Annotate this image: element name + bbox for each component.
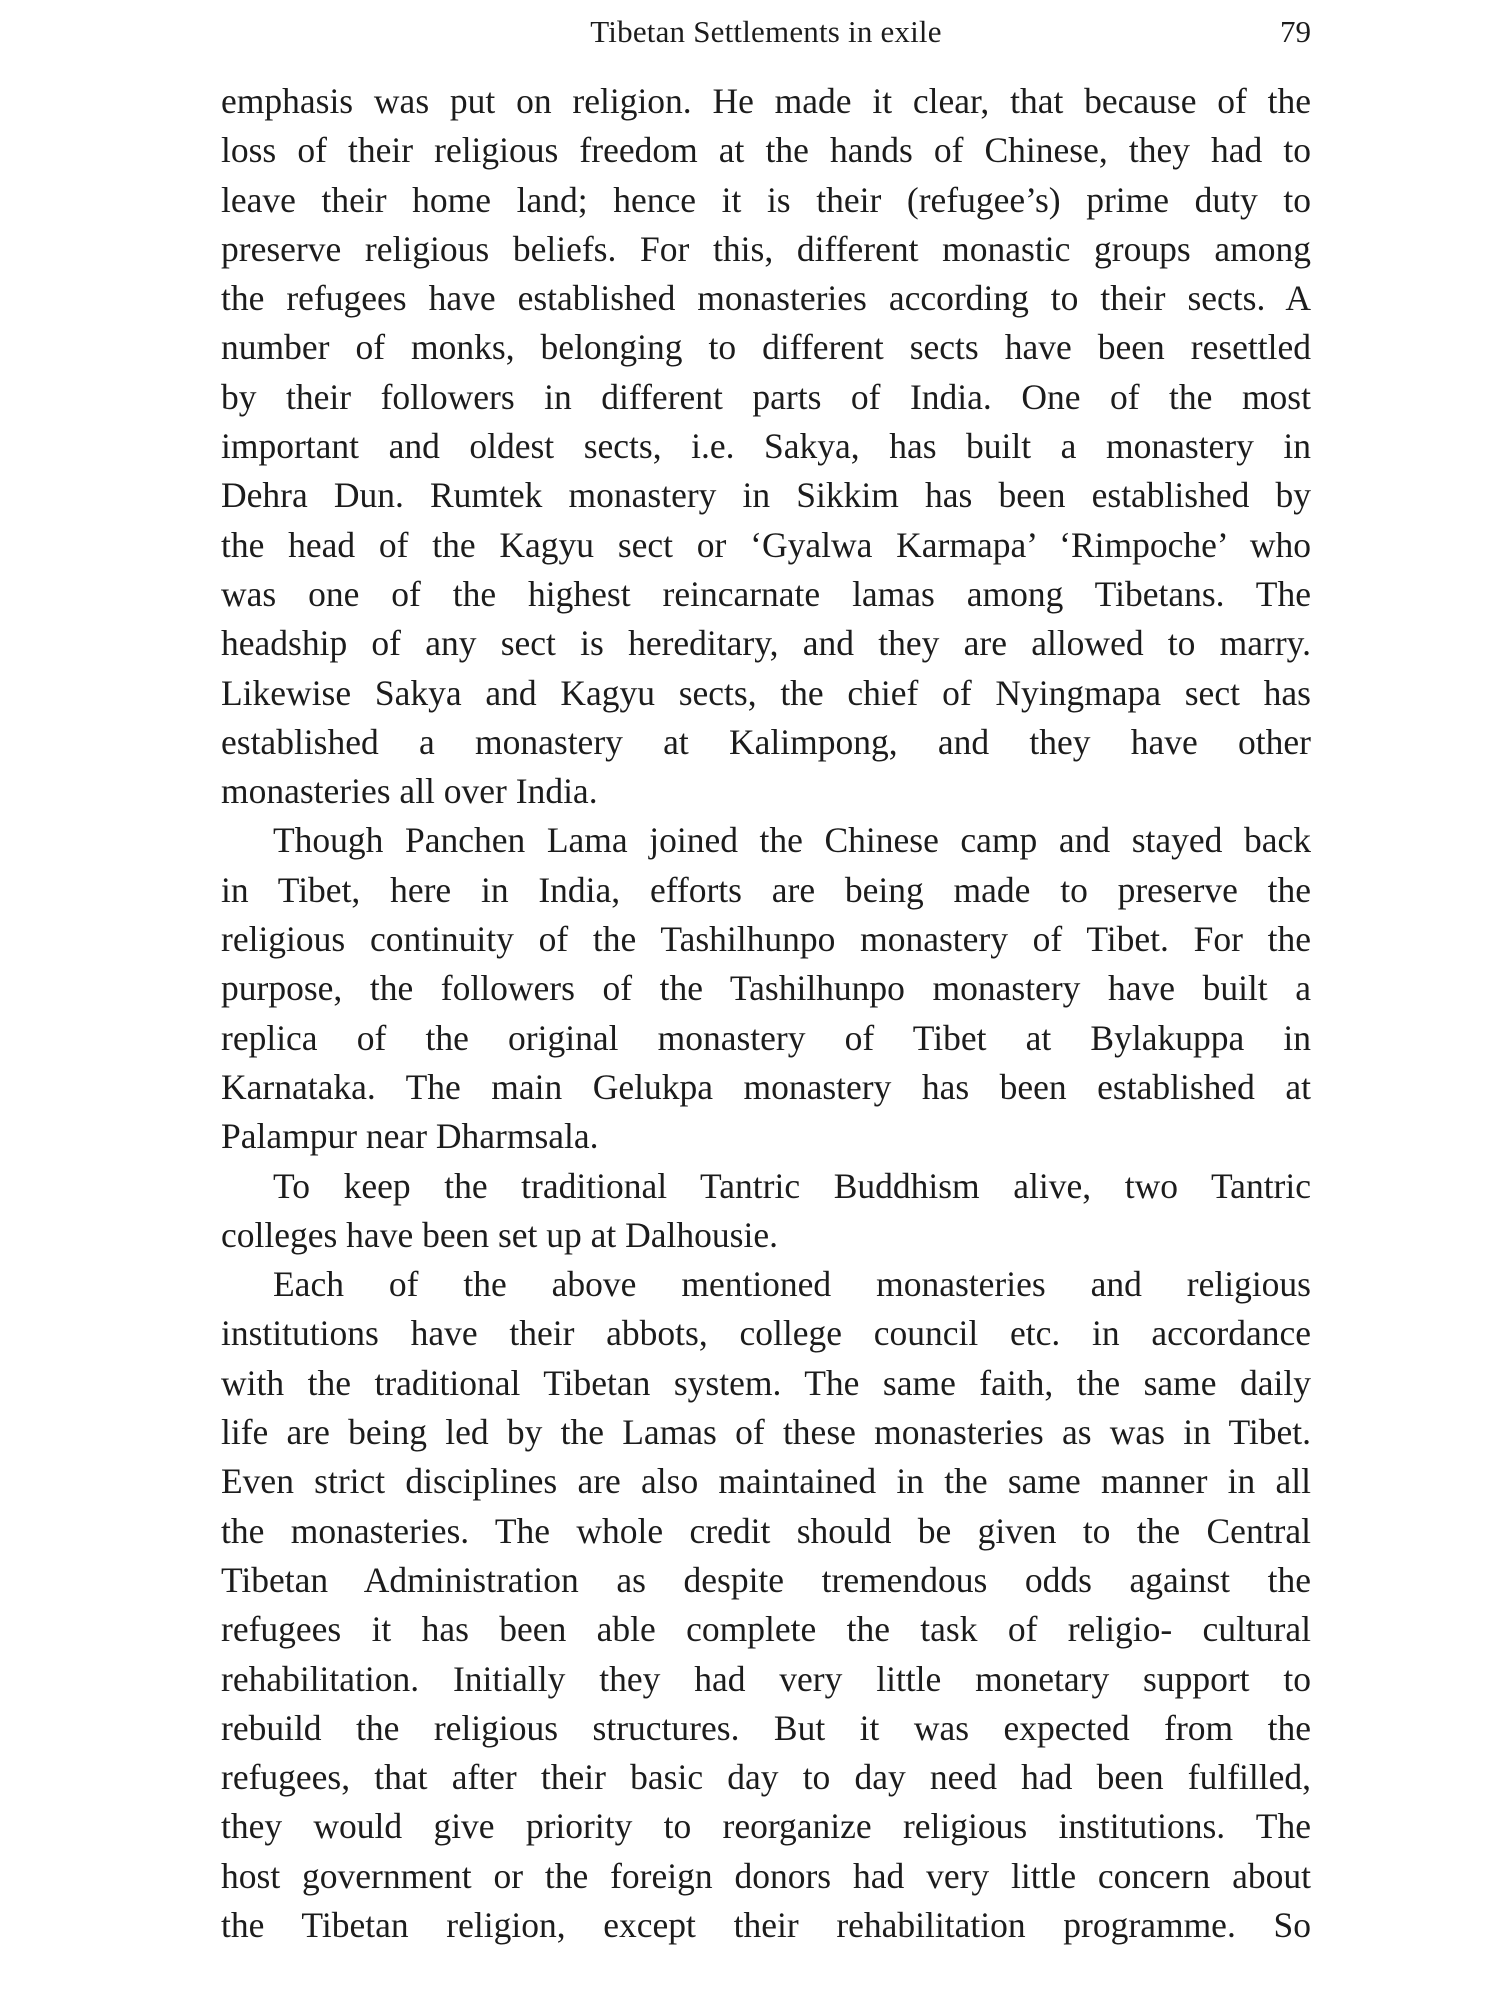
- text-line: in Tibet, here in India, efforts are being made to preserve the: [221, 869, 1311, 910]
- text-line: monasteries all over India.: [221, 771, 598, 812]
- text-line: life are being led by the Lamas of these monasteries as was in Tibet.: [221, 1412, 1311, 1453]
- text-line: institutions have their abbots, college council etc. in accordance: [221, 1313, 1311, 1354]
- text-line: rebuild the religious structures. But it was expected from the: [221, 1707, 1311, 1748]
- paragraph-panchen-lama: [221, 816, 1311, 1161]
- text-line: with the traditional Tibetan system. The same faith, the same daily: [221, 1362, 1311, 1403]
- text-line: preserve religious beliefs. For this, different monastic groups among: [221, 228, 1311, 269]
- text-line: purpose, the followers of the Tashilhunpo monastery have built a: [221, 968, 1311, 1009]
- text-line: important and oldest sects, i.e. Sakya, has built a monastery in: [221, 426, 1311, 467]
- running-title: Tibetan Settlements in exile: [590, 14, 942, 49]
- text-line: emphasis was put on religion. He made it clear, that because of the: [221, 81, 1311, 121]
- text-line: the Tibetan religion, except their rehabilitation programme. So: [221, 1904, 1311, 1945]
- text-line: headship of any sect is hereditary, and they are allowed to marry.: [221, 623, 1311, 664]
- text-line: the refugees have established monasteries according to their sects. A: [221, 278, 1311, 319]
- body-text: [221, 77, 1311, 1950]
- text-line: refugees, that after their basic day to day need had been fulfilled,: [221, 1757, 1311, 1798]
- paragraph-tantric-colleges: [221, 1162, 1311, 1261]
- text-line: by their followers in different parts of India. One of the most: [221, 376, 1311, 417]
- page-number: 79: [1280, 14, 1311, 49]
- running-header: [221, 12, 1311, 56]
- paragraph-monasteries-sects: [221, 77, 1311, 816]
- text-line: established a monastery at Kalimpong, and they have other: [221, 721, 1311, 762]
- text-line: replica of the original monastery of Tibet at Bylakuppa in: [221, 1017, 1311, 1058]
- text-line: the monasteries. The whole credit should be given to the Central: [221, 1510, 1311, 1551]
- text-line: refugees it has been able complete the task of religio- cultural: [221, 1609, 1311, 1650]
- text-line: Likewise Sakya and Kagyu sects, the chief of Nyingmapa sect has: [221, 672, 1311, 713]
- text-line: religious continuity of the Tashilhunpo monastery of Tibet. For the: [221, 919, 1311, 960]
- text-line: Karnataka. The main Gelukpa monastery has been established at: [221, 1066, 1311, 1107]
- text-line: Though Panchen Lama joined the Chinese camp and stayed back: [273, 820, 1311, 861]
- text-line: Tibetan Administration as despite tremendous odds against the: [221, 1559, 1311, 1600]
- text-line: number of monks, belonging to different sects have been resettled: [221, 327, 1311, 368]
- text-line: To keep the traditional Tantric Buddhism alive, two Tantric: [273, 1165, 1311, 1206]
- text-line: colleges have been set up at Dalhousie.: [221, 1214, 778, 1255]
- text-line: was one of the highest reincarnate lamas among Tibetans. The: [221, 573, 1311, 614]
- text-line: the head of the Kagyu sect or ‘Gyalwa Karmapa’ ‘Rimpoche’ who: [221, 524, 1311, 565]
- text-line: Each of the above mentioned monasteries and religious: [273, 1264, 1311, 1305]
- text-line: leave their home land; hence it is their (refugee’s) prime duty to: [221, 179, 1311, 220]
- paragraph-institutions: [221, 1260, 1311, 1950]
- text-line: rehabilitation. Initially they had very little monetary support to: [221, 1658, 1311, 1699]
- text-line: they would give priority to reorganize religious institutions. The: [221, 1806, 1311, 1847]
- text-line: host government or the foreign donors had very little concern about: [221, 1855, 1311, 1896]
- text-line: loss of their religious freedom at the hands of Chinese, they had to: [221, 130, 1311, 171]
- text-line: Palampur near Dharmsala.: [221, 1116, 599, 1157]
- text-line: Even strict disciplines are also maintained in the same manner in all: [221, 1461, 1311, 1502]
- text-line: Dehra Dun. Rumtek monastery in Sikkim has been established by: [221, 475, 1311, 516]
